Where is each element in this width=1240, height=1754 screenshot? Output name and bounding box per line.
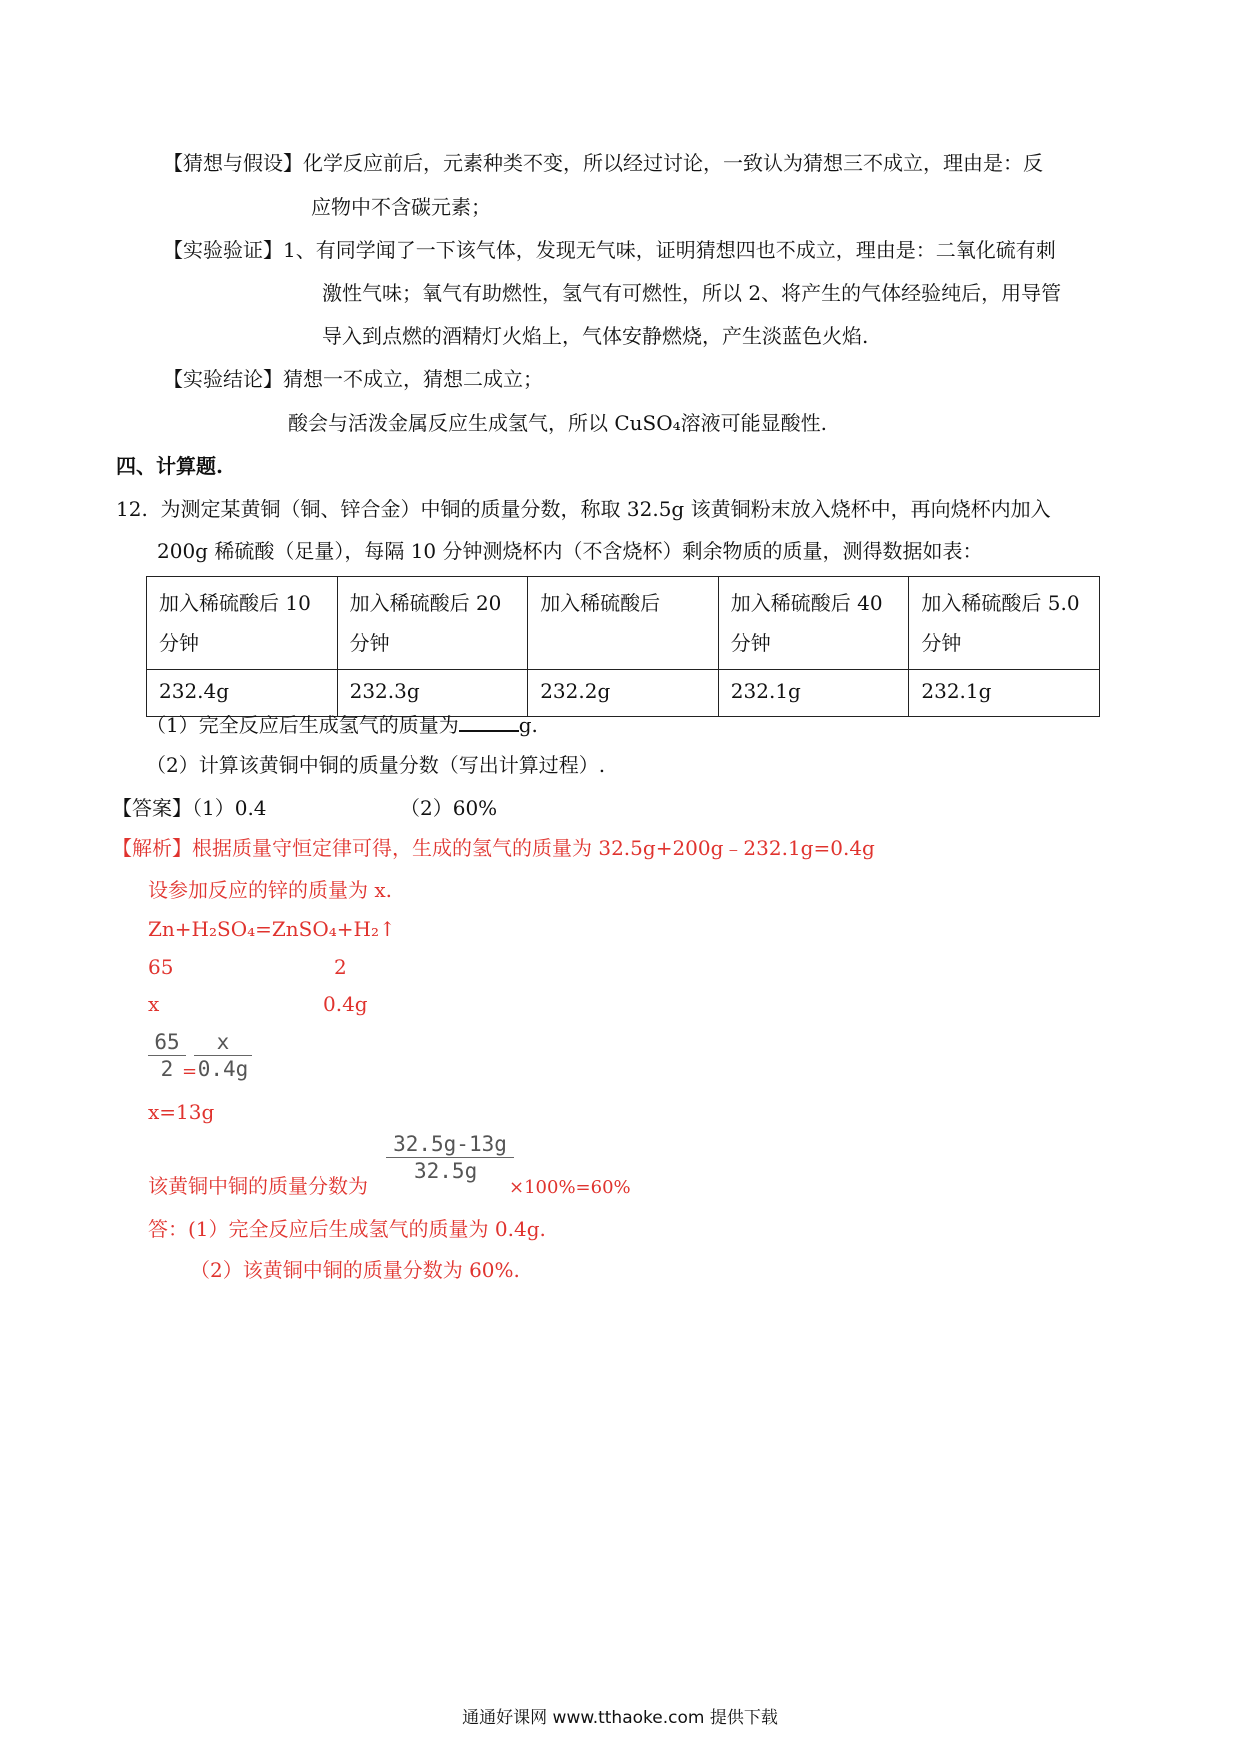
table-value-cell: 232.1g (909, 670, 1100, 717)
verification-line-1 (163, 236, 1056, 264)
mass-fraction-tail: ×100%=60% (509, 1177, 631, 1198)
sub-question-1: （1）完全反应后生成氢气的质量为 g. (146, 710, 538, 739)
ratio-fraction-right: x 0.4g (194, 1030, 252, 1081)
table-header-cell: 加入稀硫酸后 5.0 分钟 (909, 577, 1100, 670)
answer-label: 【答案】 (112, 796, 192, 820)
table-header-cell: 加入稀硫酸后 (528, 577, 719, 670)
verification-label: 【实验验证】 (163, 238, 283, 262)
verification-text-2: 激性气味；氧气有助燃性，氢气有可燃性，所以 2、将产生的气体经验纯后，用导管 (322, 281, 1062, 305)
table-value-cell: 232.4g (147, 670, 338, 717)
analysis-line-1 (112, 834, 875, 862)
table-header-cell: 加入稀硫酸后 20 分钟 (337, 577, 528, 670)
section-title: 四、计算题. (116, 454, 223, 478)
analysis-text-2: 设参加反应的锌的质量为 x. (148, 878, 392, 902)
hypothesis-label: 【猜想与假设】 (163, 151, 303, 175)
data-table (146, 576, 1100, 717)
ratio-row-2-right: 0.4g (323, 992, 368, 1016)
table-header-cell: 加入稀硫酸后 40 分钟 (718, 577, 909, 670)
final-answer-1: 答：(1）完全反应后生成氢气的质量为 0.4g. (148, 1217, 546, 1241)
mass-fraction-label: 该黄铜中铜的质量分数为 (148, 1174, 368, 1198)
sub-question-2: （2）计算该黄铜中铜的质量分数（写出计算过程）. (146, 753, 606, 777)
table-value-cell: 232.3g (337, 670, 528, 717)
ratio-equals: = (182, 1061, 198, 1082)
hypothesis-line-1 (163, 149, 1043, 177)
answer-part-2: （2）60% (400, 796, 498, 820)
conclusion-text-1: 猜想一不成立，猜想二成立； (283, 367, 543, 391)
table-header-cell: 加入稀硫酸后 10 分钟 (147, 577, 338, 670)
question-text-2: 200g 稀硫酸（足量），每隔 10 分钟测烧杯内（不含烧杯）剩余物质的质量，测得数据如表： (157, 539, 983, 563)
table-header-row (147, 577, 1100, 670)
question-text-1: 为测定某黄铜（铜、锌合金）中铜的质量分数，称取 32.5g 该黄铜粉末放入烧杯中，再向烧杯内加入 (160, 497, 1051, 521)
ratio-row-1-left: 65 (148, 955, 174, 979)
answer-blank (459, 710, 519, 732)
conclusion-label: 【实验结论】 (163, 367, 283, 391)
question-line-1 (116, 495, 1051, 523)
verification-text-3: 导入到点燃的酒精灯火焰上，气体安静燃烧，产生淡蓝色火焰. (322, 324, 869, 348)
question-number: 12. (116, 497, 148, 521)
ratio-row-1-right: 2 (334, 955, 347, 979)
answer-part-1: （1）0.4 (192, 796, 267, 820)
analysis-text-1: 根据质量守恒定律可得，生成的氢气的质量为 32.5g+200g﹣232.1g=0.4g (192, 836, 875, 860)
answer-line (112, 794, 498, 822)
chemical-equation: Zn+H₂SO₄=ZnSO₄+H₂↑ (148, 917, 396, 941)
mass-fraction: 32.5g-13g 32.5g (386, 1132, 514, 1183)
ratio-row-2-left: x (148, 992, 160, 1016)
table-value-cell: 232.1g (718, 670, 909, 717)
result-x: x=13g (148, 1100, 215, 1124)
verification-text-1: 1、有同学闻了一下该气体，发现无气味，证明猜想四也不成立，理由是：二氧化硫有刺 (283, 238, 1056, 262)
analysis-label: 【解析】 (112, 836, 192, 860)
ratio-fraction-left: 65 2 (148, 1030, 186, 1081)
conclusion-line-1 (163, 365, 543, 393)
hypothesis-text-1: 化学反应前后，元素种类不变，所以经过讨论，一致认为猜想三不成立，理由是：反 (303, 151, 1043, 175)
table-value-cell: 232.2g (528, 670, 719, 717)
page-footer: 通通好课网 www.tthaoke.com 提供下载 (462, 1708, 778, 1728)
final-answer-2: （2）该黄铜中铜的质量分数为 60%. (190, 1258, 520, 1282)
hypothesis-text-2: 应物中不含碳元素； (311, 195, 491, 219)
conclusion-text-2: 酸会与活泼金属反应生成氢气，所以 CuSO₄溶液可能显酸性. (288, 411, 828, 435)
